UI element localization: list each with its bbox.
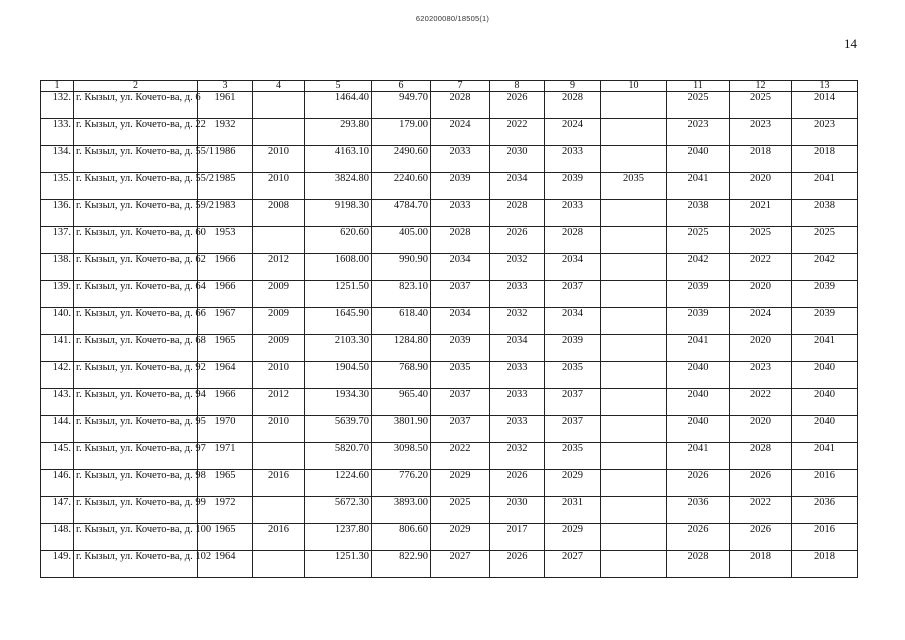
table-cell: 823.10 — [372, 281, 431, 308]
table-cell: 1961 — [198, 92, 253, 119]
table-cell: 2028 — [545, 227, 601, 254]
table-cell: 2040 — [667, 389, 730, 416]
table-cell — [601, 497, 667, 524]
table-cell: 9198.30 — [305, 200, 372, 227]
table-cell: 2034 — [545, 254, 601, 281]
table-cell: 2027 — [431, 551, 490, 578]
address-cell: г. Кызыл, ул. Кочето-ва, д. 6 — [74, 92, 198, 119]
table-cell: 2037 — [545, 389, 601, 416]
table-cell: 822.90 — [372, 551, 431, 578]
table-cell: 1464.40 — [305, 92, 372, 119]
table-cell: 990.90 — [372, 254, 431, 281]
address-cell: г. Кызыл, ул. Кочето-ва, д. 59/2 — [74, 200, 198, 227]
table-cell: 965.40 — [372, 389, 431, 416]
table-cell: 2035 — [601, 173, 667, 200]
table-cell: 2026 — [667, 524, 730, 551]
table-cell: 5639.70 — [305, 416, 372, 443]
table-cell: 2022 — [730, 497, 792, 524]
row-number: 134. — [41, 146, 74, 173]
table-cell: 2033 — [545, 200, 601, 227]
table-cell: 2014 — [792, 92, 858, 119]
address-cell: г. Кызыл, ул. Кочето-ва, д. 100 — [74, 524, 198, 551]
column-header: 8 — [490, 81, 545, 92]
table-cell: 2030 — [490, 146, 545, 173]
table-cell: 2033 — [545, 146, 601, 173]
address-cell: г. Кызыл, ул. Кочето-ва, д. 68 — [74, 335, 198, 362]
table-cell: 2034 — [490, 335, 545, 362]
table-cell: 2039 — [667, 281, 730, 308]
table-cell: 2028 — [545, 92, 601, 119]
table-cell: 2033 — [431, 200, 490, 227]
table-cell: 2026 — [490, 227, 545, 254]
table-cell — [253, 497, 305, 524]
table-cell: 768.90 — [372, 362, 431, 389]
row-number: 139. — [41, 281, 74, 308]
table-cell — [253, 92, 305, 119]
address-cell: г. Кызыл, ул. Кочето-ва, д. 102 — [74, 551, 198, 578]
table-cell: 2025 — [730, 92, 792, 119]
table-cell: 2103.30 — [305, 335, 372, 362]
table-row — [41, 551, 858, 578]
table-cell: 2010 — [253, 362, 305, 389]
table-cell — [253, 551, 305, 578]
table-cell: 2037 — [431, 389, 490, 416]
row-number: 143. — [41, 389, 74, 416]
table-cell: 2036 — [667, 497, 730, 524]
table-cell: 2032 — [490, 443, 545, 470]
table-cell: 2039 — [545, 173, 601, 200]
table-cell: 1967 — [198, 308, 253, 335]
table-cell: 1970 — [198, 416, 253, 443]
table-cell: 2022 — [490, 119, 545, 146]
table-cell — [601, 362, 667, 389]
table-cell: 2041 — [792, 335, 858, 362]
row-number: 145. — [41, 443, 74, 470]
table-row — [41, 470, 858, 497]
table-cell: 1985 — [198, 173, 253, 200]
address-cell: г. Кызыл, ул. Кочето-ва, д. 22 — [74, 119, 198, 146]
table-cell: 2040 — [667, 416, 730, 443]
column-header: 3 — [198, 81, 253, 92]
table-cell: 806.60 — [372, 524, 431, 551]
table-cell: 2042 — [667, 254, 730, 281]
table-cell: 620.60 — [305, 227, 372, 254]
table-cell: 2037 — [545, 281, 601, 308]
table-cell: 2027 — [545, 551, 601, 578]
row-number: 136. — [41, 200, 74, 227]
table-cell: 2041 — [667, 443, 730, 470]
table-cell — [601, 92, 667, 119]
column-header: 6 — [372, 81, 431, 92]
table-row — [41, 497, 858, 524]
table-cell: 2033 — [490, 416, 545, 443]
table-cell: 949.70 — [372, 92, 431, 119]
row-number: 137. — [41, 227, 74, 254]
table-cell: 1224.60 — [305, 470, 372, 497]
table-cell: 2039 — [431, 173, 490, 200]
table-cell: 2016 — [792, 470, 858, 497]
column-header: 12 — [730, 81, 792, 92]
table-cell: 1965 — [198, 524, 253, 551]
address-cell: г. Кызыл, ул. Кочето-ва, д. 97 — [74, 443, 198, 470]
table-cell: 2039 — [545, 335, 601, 362]
table-cell: 2022 — [730, 254, 792, 281]
table-cell: 1934.30 — [305, 389, 372, 416]
table-cell — [601, 551, 667, 578]
table-cell: 2025 — [431, 497, 490, 524]
column-header: 5 — [305, 81, 372, 92]
table-cell — [253, 119, 305, 146]
table-cell: 179.00 — [372, 119, 431, 146]
table-cell: 1986 — [198, 146, 253, 173]
table-row — [41, 200, 858, 227]
table-cell: 1971 — [198, 443, 253, 470]
table-cell: 2033 — [490, 389, 545, 416]
table-row — [41, 281, 858, 308]
table-row — [41, 362, 858, 389]
table-cell: 1964 — [198, 362, 253, 389]
table-cell: 2037 — [545, 416, 601, 443]
table-cell: 1953 — [198, 227, 253, 254]
table-cell: 2041 — [792, 443, 858, 470]
table-cell: 2038 — [667, 200, 730, 227]
table-cell — [601, 227, 667, 254]
table-cell: 2040 — [792, 389, 858, 416]
table-cell: 2009 — [253, 335, 305, 362]
table-cell: 405.00 — [372, 227, 431, 254]
table-cell: 1965 — [198, 335, 253, 362]
table-cell: 2026 — [730, 470, 792, 497]
row-number: 138. — [41, 254, 74, 281]
table-cell: 618.40 — [372, 308, 431, 335]
table-cell: 2021 — [730, 200, 792, 227]
table-cell: 2026 — [667, 470, 730, 497]
table-cell: 2018 — [792, 146, 858, 173]
table-cell: 2023 — [667, 119, 730, 146]
table-cell: 2024 — [545, 119, 601, 146]
table-cell — [601, 200, 667, 227]
table-row — [41, 173, 858, 200]
table-cell: 1972 — [198, 497, 253, 524]
table-cell: 1251.50 — [305, 281, 372, 308]
table-cell — [601, 389, 667, 416]
table-cell: 2023 — [730, 362, 792, 389]
table-cell: 2028 — [730, 443, 792, 470]
table-cell — [601, 146, 667, 173]
table-cell: 2035 — [545, 362, 601, 389]
column-header: 10 — [601, 81, 667, 92]
table-cell: 2028 — [490, 200, 545, 227]
table-cell: 2040 — [667, 146, 730, 173]
table-cell: 2031 — [545, 497, 601, 524]
table-cell: 2033 — [490, 281, 545, 308]
table-cell — [601, 416, 667, 443]
column-header: 2 — [74, 81, 198, 92]
table-cell — [601, 308, 667, 335]
table-cell: 2041 — [667, 335, 730, 362]
table-cell: 2033 — [431, 146, 490, 173]
address-cell: г. Кызыл, ул. Кочето-ва, д. 99 — [74, 497, 198, 524]
table-cell: 2034 — [490, 173, 545, 200]
table-cell: 2036 — [792, 497, 858, 524]
table-cell: 2026 — [490, 551, 545, 578]
table-cell: 2042 — [792, 254, 858, 281]
table-cell: 4784.70 — [372, 200, 431, 227]
row-number: 147. — [41, 497, 74, 524]
table-cell: 1966 — [198, 281, 253, 308]
table-cell: 2018 — [730, 551, 792, 578]
table-cell: 2033 — [490, 362, 545, 389]
table-cell: 2025 — [792, 227, 858, 254]
table-cell: 2012 — [253, 254, 305, 281]
table-cell: 2029 — [545, 470, 601, 497]
table-row — [41, 254, 858, 281]
address-cell: г. Кызыл, ул. Кочето-ва, д. 92 — [74, 362, 198, 389]
table-row — [41, 443, 858, 470]
table-cell: 1904.50 — [305, 362, 372, 389]
table-cell: 2016 — [792, 524, 858, 551]
table-cell: 2030 — [490, 497, 545, 524]
table-cell: 2012 — [253, 389, 305, 416]
column-header: 7 — [431, 81, 490, 92]
row-number: 148. — [41, 524, 74, 551]
column-header: 1 — [41, 81, 74, 92]
table-row — [41, 146, 858, 173]
table-cell: 1251.30 — [305, 551, 372, 578]
table-cell: 3098.50 — [372, 443, 431, 470]
table-cell: 2490.60 — [372, 146, 431, 173]
row-number: 132. — [41, 92, 74, 119]
table-cell: 2028 — [431, 227, 490, 254]
column-header: 4 — [253, 81, 305, 92]
table-cell: 2022 — [730, 389, 792, 416]
row-number: 144. — [41, 416, 74, 443]
table-cell: 2034 — [431, 254, 490, 281]
table-cell: 2025 — [730, 227, 792, 254]
table-cell: 2026 — [490, 92, 545, 119]
row-number: 135. — [41, 173, 74, 200]
table-cell: 2037 — [431, 281, 490, 308]
table-cell — [601, 524, 667, 551]
table-cell: 2010 — [253, 416, 305, 443]
table-cell: 2022 — [431, 443, 490, 470]
column-header: 11 — [667, 81, 730, 92]
table-cell: 2025 — [667, 227, 730, 254]
table-cell: 2041 — [792, 173, 858, 200]
table-cell: 2035 — [431, 362, 490, 389]
column-header: 13 — [792, 81, 858, 92]
table-cell: 2008 — [253, 200, 305, 227]
document-id: 620200080/18505(1) — [415, 14, 490, 23]
table-cell: 5672.30 — [305, 497, 372, 524]
table-cell: 1965 — [198, 470, 253, 497]
row-number: 141. — [41, 335, 74, 362]
table-cell: 2016 — [253, 470, 305, 497]
table-row — [41, 389, 858, 416]
table-cell: 2023 — [792, 119, 858, 146]
housing-table — [40, 80, 858, 578]
page-number: 14 — [844, 36, 857, 51]
row-number: 146. — [41, 470, 74, 497]
table-row — [41, 92, 858, 119]
table-cell: 1645.90 — [305, 308, 372, 335]
address-cell: г. Кызыл, ул. Кочето-ва, д. 55/1 — [74, 146, 198, 173]
table-cell: 2020 — [730, 335, 792, 362]
table-cell: 2029 — [431, 524, 490, 551]
table-cell: 1966 — [198, 389, 253, 416]
table-cell: 2032 — [490, 308, 545, 335]
table-cell: 5820.70 — [305, 443, 372, 470]
address-cell: г. Кызыл, ул. Кочето-ва, д. 66 — [74, 308, 198, 335]
table-row — [41, 335, 858, 362]
table-cell — [253, 227, 305, 254]
table-cell: 1966 — [198, 254, 253, 281]
table-cell: 1932 — [198, 119, 253, 146]
table-cell: 1284.80 — [372, 335, 431, 362]
address-cell: г. Кызыл, ул. Кочето-ва, д. 60 — [74, 227, 198, 254]
table-cell — [601, 281, 667, 308]
table-cell: 1983 — [198, 200, 253, 227]
table-cell: 2039 — [667, 308, 730, 335]
table-row — [41, 416, 858, 443]
table-cell: 2010 — [253, 173, 305, 200]
row-number: 149. — [41, 551, 74, 578]
table-cell: 2024 — [431, 119, 490, 146]
address-cell: г. Кызыл, ул. Кочето-ва, д. 64 — [74, 281, 198, 308]
table-cell: 2017 — [490, 524, 545, 551]
table-cell: 2009 — [253, 281, 305, 308]
table-cell: 4163.10 — [305, 146, 372, 173]
table-cell: 2038 — [792, 200, 858, 227]
table-cell: 2026 — [490, 470, 545, 497]
table-cell: 2039 — [792, 281, 858, 308]
table-cell: 2025 — [667, 92, 730, 119]
column-header: 9 — [545, 81, 601, 92]
table-cell: 2020 — [730, 416, 792, 443]
table-row — [41, 119, 858, 146]
table-row — [41, 524, 858, 551]
table-cell — [601, 335, 667, 362]
table-cell: 2037 — [431, 416, 490, 443]
table-cell: 2041 — [667, 173, 730, 200]
table-cell — [601, 470, 667, 497]
table-cell: 2016 — [253, 524, 305, 551]
table-cell: 3801.90 — [372, 416, 431, 443]
row-number: 140. — [41, 308, 74, 335]
table-cell: 1237.80 — [305, 524, 372, 551]
table-cell: 2034 — [431, 308, 490, 335]
table-cell — [601, 119, 667, 146]
table-cell: 2028 — [667, 551, 730, 578]
table-cell — [253, 443, 305, 470]
table-cell: 293.80 — [305, 119, 372, 146]
table-cell: 2040 — [667, 362, 730, 389]
address-cell: г. Кызыл, ул. Кочето-ва, д. 95 — [74, 416, 198, 443]
table-cell: 2029 — [431, 470, 490, 497]
row-number: 142. — [41, 362, 74, 389]
table-cell: 2009 — [253, 308, 305, 335]
table-cell — [601, 254, 667, 281]
address-cell: г. Кызыл, ул. Кочето-ва, д. 55/2 — [74, 173, 198, 200]
table-cell: 2010 — [253, 146, 305, 173]
table-cell: 2023 — [730, 119, 792, 146]
table-cell: 2040 — [792, 362, 858, 389]
table-cell: 2024 — [730, 308, 792, 335]
table-cell: 2040 — [792, 416, 858, 443]
row-number: 133. — [41, 119, 74, 146]
table-cell: 2018 — [730, 146, 792, 173]
table-cell: 1964 — [198, 551, 253, 578]
table-cell: 2035 — [545, 443, 601, 470]
table-cell: 2039 — [431, 335, 490, 362]
table-cell: 1608.00 — [305, 254, 372, 281]
table-row — [41, 308, 858, 335]
address-cell: г. Кызыл, ул. Кочето-ва, д. 98 — [74, 470, 198, 497]
table-cell: 2020 — [730, 173, 792, 200]
table-cell: 2034 — [545, 308, 601, 335]
header-row — [41, 81, 858, 92]
address-cell: г. Кызыл, ул. Кочето-ва, д. 94 — [74, 389, 198, 416]
address-cell: г. Кызыл, ул. Кочето-ва, д. 62 — [74, 254, 198, 281]
table-cell — [601, 443, 667, 470]
table-cell: 2032 — [490, 254, 545, 281]
table-cell: 2018 — [792, 551, 858, 578]
table-cell: 3824.80 — [305, 173, 372, 200]
table-row — [41, 227, 858, 254]
table-cell: 2026 — [730, 524, 792, 551]
table-cell: 2039 — [792, 308, 858, 335]
table-cell: 2020 — [730, 281, 792, 308]
table-cell: 776.20 — [372, 470, 431, 497]
table-cell: 2028 — [431, 92, 490, 119]
table-cell: 2029 — [545, 524, 601, 551]
table-cell: 2240.60 — [372, 173, 431, 200]
table-cell: 3893.00 — [372, 497, 431, 524]
